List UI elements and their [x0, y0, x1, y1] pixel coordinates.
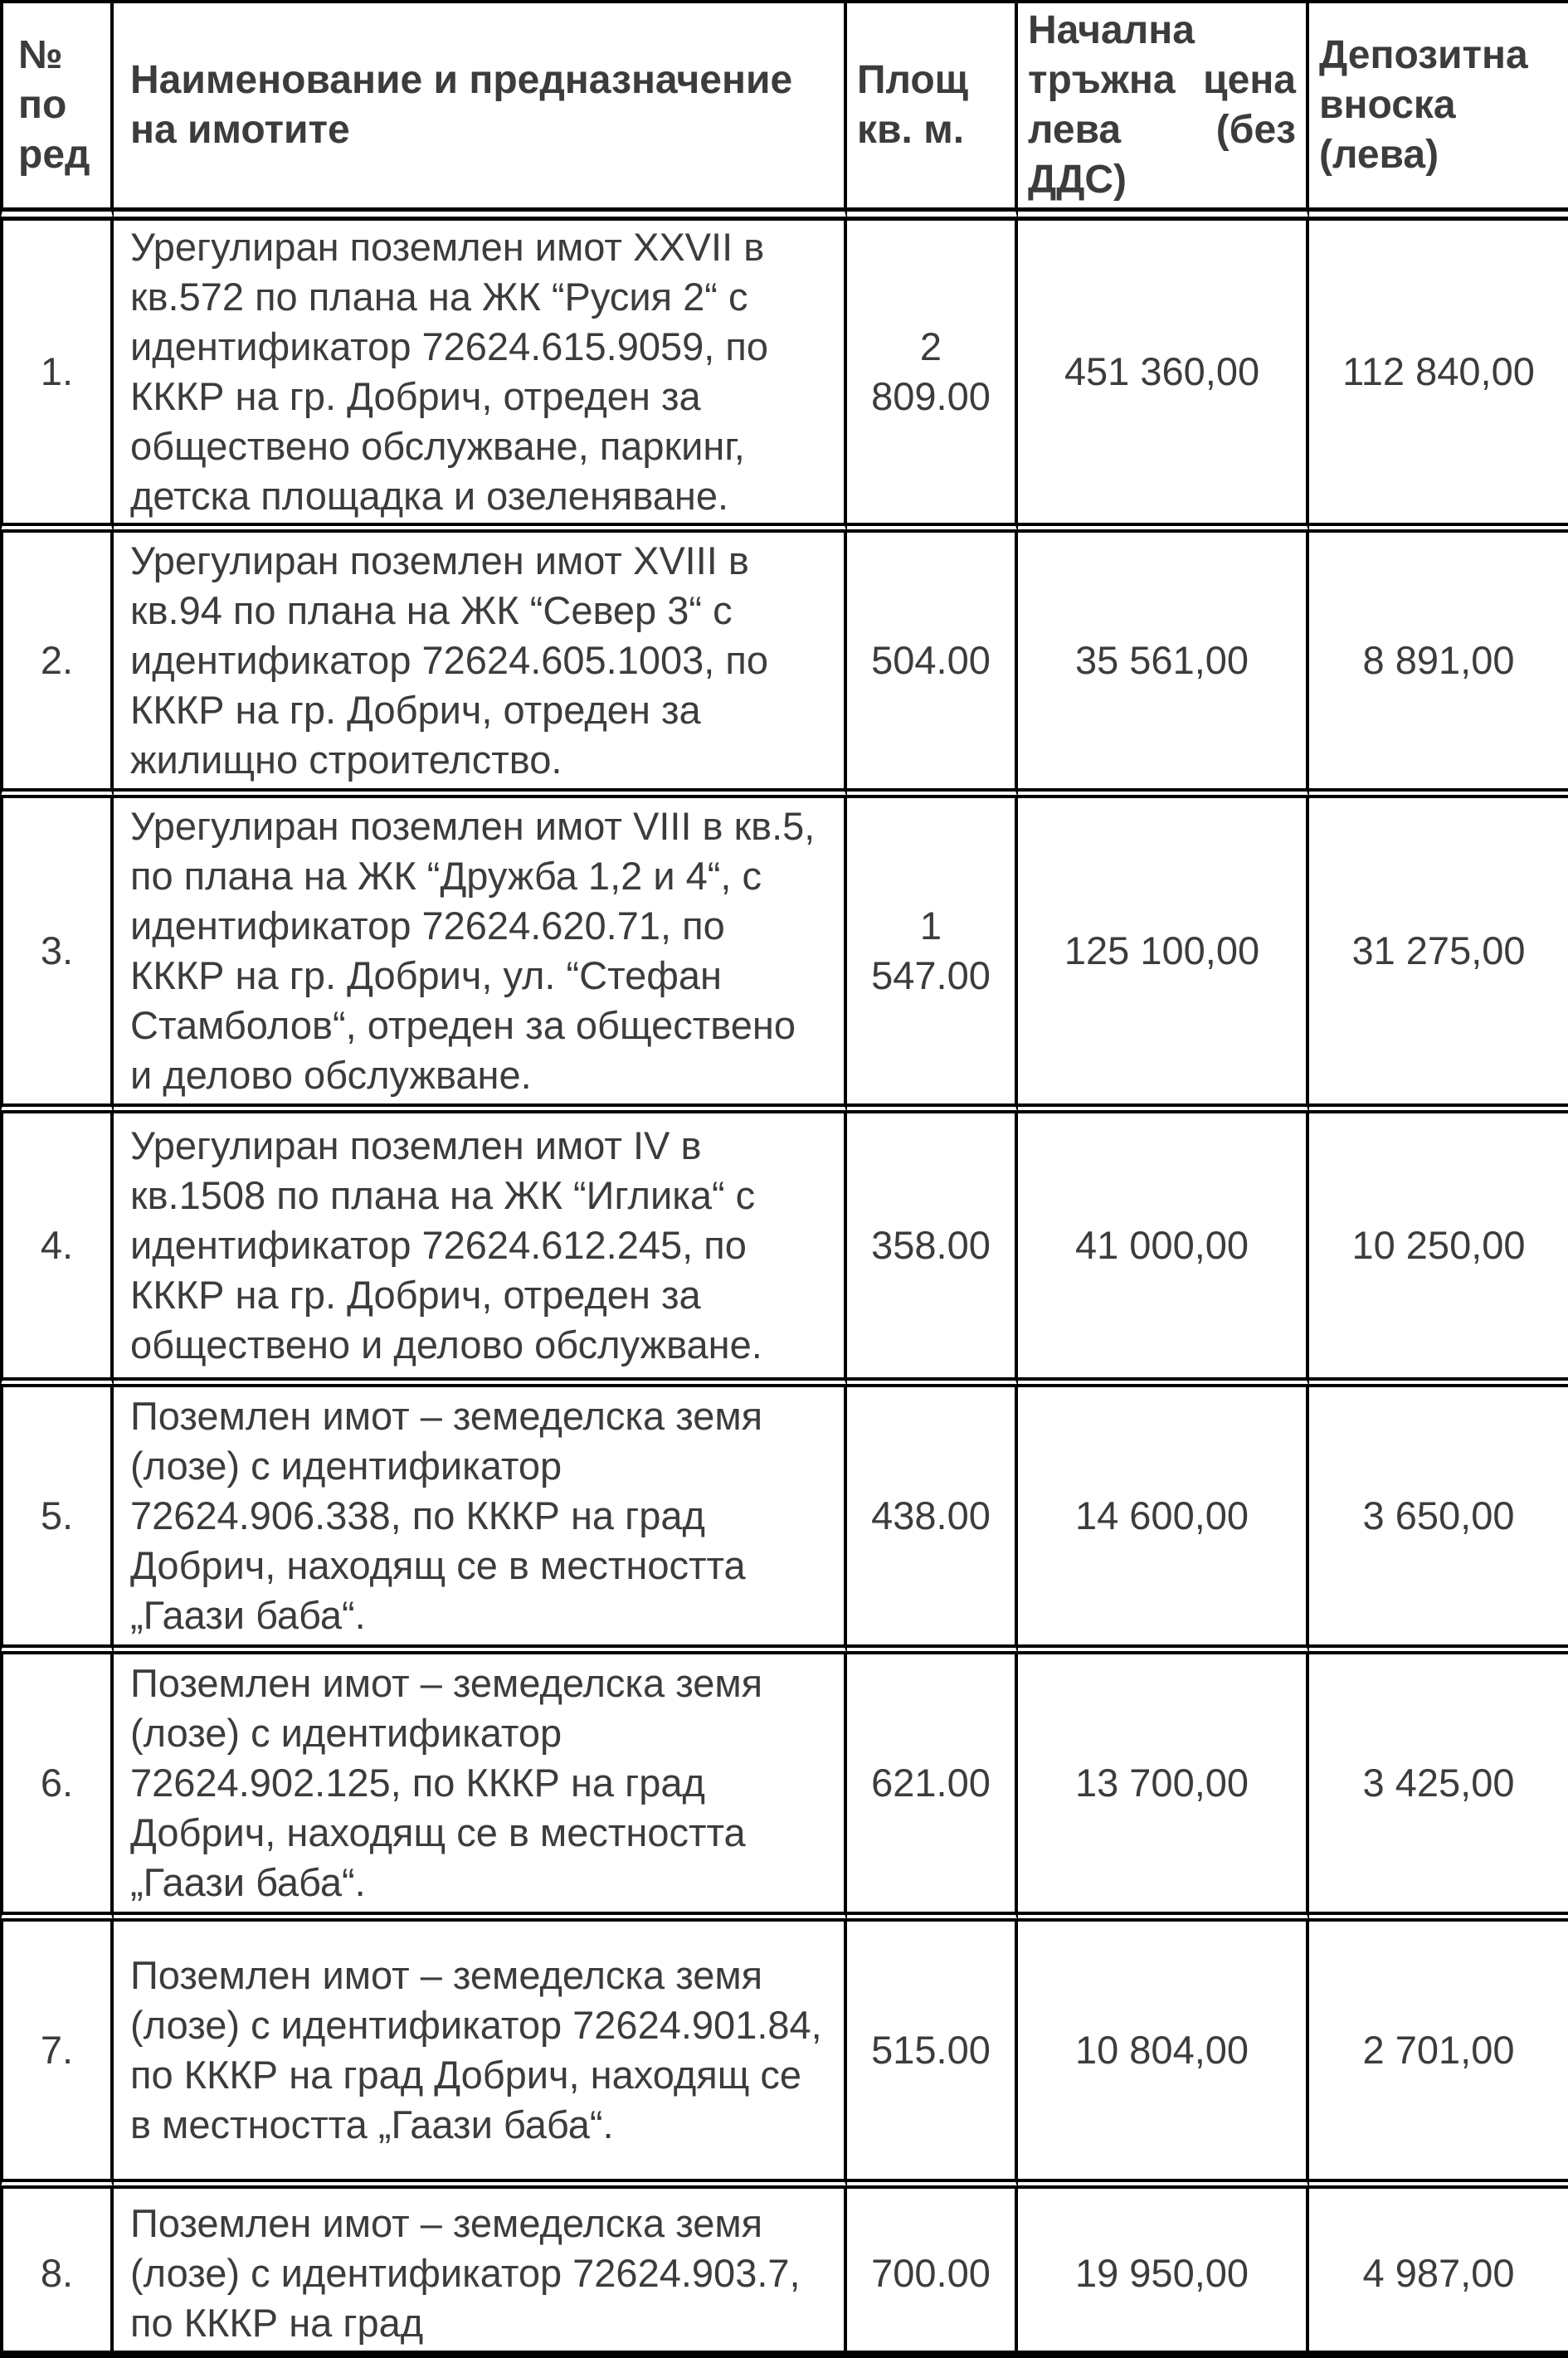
property-description-cell: Поземлен имот – земеделска земя (лозе) с идентификатор 72624.901.84, по КККР на град Добрич, находящ се в местността „Гаази баба“. — [114, 1922, 847, 2189]
table-row — [0, 533, 1568, 798]
area-cell: 515.00 — [847, 1922, 1018, 2189]
row-number-cell: 8. — [0, 2189, 114, 2358]
deposit-cell: 4 987,00 — [1362, 2251, 1515, 2295]
start-price-cell: 125 100,00 — [1018, 798, 1309, 1113]
table-row — [0, 2189, 1568, 2358]
table-row — [0, 1113, 1568, 1387]
property-description-cell: Поземлен имот – земеделска земя (лозе) с идентификатор 72624.906.338, по КККР на град Добрич, находящ се в местността „Гаази баба“. — [114, 1387, 847, 1654]
area-cell: 1 547.00 — [847, 798, 1018, 1113]
property-description-cell: Урегулиран поземлен имот VIII в кв.5, по плана на ЖК “Дружба 1,2 и 4“, с идентификатор 72624.620.71, по КККР на гр. Добрич, ул. “Стефан Стамболов“, отреден за обществено и делово обслужване. — [114, 798, 847, 1113]
start-price-cell: 41 000,00 — [1018, 1113, 1309, 1387]
table-row — [0, 221, 1568, 533]
deposit-cell: 2 701,00 — [1309, 1922, 1568, 2189]
area-cell: 700.00 — [847, 2189, 1018, 2358]
table-row — [0, 798, 1568, 1113]
row-number-cell: 1. — [0, 221, 114, 533]
deposit-cell: 10 250,00 — [1309, 1113, 1568, 1387]
property-description-cell: Поземлен имот – земеделска земя (лозе) с идентификатор 72624.902.125, по КККР на град Добрич, находящ се в местността „Гаази баба“. — [114, 1654, 847, 1922]
start-price-cell: 451 360,00 — [1018, 221, 1309, 533]
header-area: Площ кв. м. — [847, 0, 1018, 221]
property-description-cell: Урегулиран поземлен имот IV в кв.1508 по плана на ЖК “Иглика“ с идентификатор 72624.612.245, по КККР на гр. Добрич, отреден за обществено и делово обслужване. — [114, 1113, 847, 1387]
header-start-price: Начална тръжна цена лева (без ДДС) — [1018, 0, 1309, 221]
row-number-cell: 2. — [0, 533, 114, 798]
deposit-cell: 31 275,00 — [1309, 798, 1568, 1113]
row-number-cell: 6. — [0, 1654, 114, 1922]
row-number-cell: 7. — [0, 1922, 114, 2189]
start-price-cell: 19 950,00 — [1018, 2189, 1309, 2358]
row-number-cell: 5. — [0, 1387, 114, 1654]
area-cell: 504.00 — [847, 533, 1018, 798]
property-description-cell: Поземлен имот – земеделска земя (лозе) с идентификатор 72624.903.7, по КККР на град — [114, 2189, 847, 2358]
deposit-cell: 112 840,00 — [1309, 221, 1568, 533]
row-number-cell: 4. — [0, 1113, 114, 1387]
area-cell: 358.00 — [847, 1113, 1018, 1387]
area-cell: 621.00 — [847, 1654, 1018, 1922]
deposit-cell: 8 891,00 — [1309, 533, 1568, 798]
property-description-cell: Урегулиран поземлен имот XXVII в кв.572 по плана на ЖК “Русия 2“ с идентификатор 72624.615.9059, по КККР на гр. Добрич, отреден за обществено обслужване, паркинг, детска площадка и озеленяване. — [114, 221, 847, 533]
row-number-cell: 3. — [0, 798, 114, 1113]
header-description: Наименование и предназначение на имотите — [114, 0, 847, 221]
table-row — [0, 1654, 1568, 1922]
table-row — [0, 1922, 1568, 2189]
deposit-cell: 3 650,00 — [1309, 1387, 1568, 1654]
area-cell: 438.00 — [847, 1387, 1018, 1654]
header-row — [0, 0, 1568, 221]
start-price-cell: 10 804,00 — [1018, 1922, 1309, 2189]
start-price-cell: 13 700,00 — [1018, 1654, 1309, 1922]
start-price-cell: 35 561,00 — [1018, 533, 1309, 798]
header-deposit: Депозитна вноска (лева) — [1309, 0, 1568, 221]
area-cell: 2 809.00 — [847, 221, 1018, 533]
table-row — [0, 1387, 1568, 1654]
deposit-cell: 3 425,00 — [1309, 1654, 1568, 1922]
start-price-cell: 14 600,00 — [1018, 1387, 1309, 1654]
property-description-cell: Урегулиран поземлен имот XVIII в кв.94 по плана на ЖК “Север 3“ с идентификатор 72624.605.1003, по КККР на гр. Добрич, отреден за жилищно строителство. — [114, 533, 847, 798]
header-row-number: № по ред — [0, 0, 114, 221]
table-body — [0, 221, 1568, 2358]
bottom-crop-edge — [0, 2351, 1568, 2358]
table-header — [0, 0, 1568, 221]
